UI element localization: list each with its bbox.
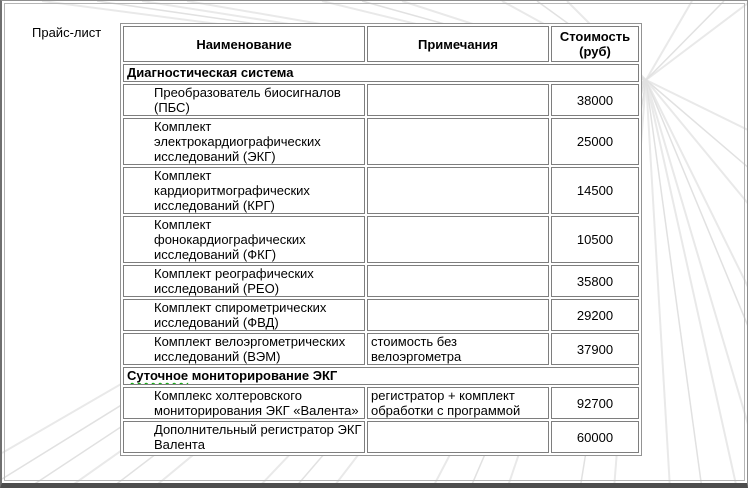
item-name-cell: Комплекс холтеровского мониторирования ЭКГ «Валента»: [123, 387, 365, 419]
page-title: Прайс-лист: [32, 25, 102, 40]
section-header-row: [123, 367, 639, 385]
item-name-cell: Комплект кардиоритмографических исследований (КРГ): [123, 167, 365, 214]
item-price-cell: 14500: [551, 167, 639, 214]
item-price-cell: 25000: [551, 118, 639, 165]
item-price-cell: 29200: [551, 299, 639, 331]
item-name-cell: Преобразователь биосигналов (ПБС): [123, 84, 365, 116]
price-row: [123, 216, 639, 263]
item-note-cell: регистратор + комплект обработки с программой: [367, 387, 549, 419]
misspelled-word: Суточное: [127, 368, 189, 383]
item-note-cell: [367, 421, 549, 453]
price-table: [120, 23, 642, 456]
item-note-cell: [367, 118, 549, 165]
item-note-cell: [367, 299, 549, 331]
section-header-row: [123, 64, 639, 82]
price-row: [123, 421, 639, 453]
item-name-cell: Комплект электрокардиографических исследований (ЭКГ): [123, 118, 365, 165]
item-price-cell: 37900: [551, 333, 639, 365]
price-row: [123, 84, 639, 116]
price-row: [123, 333, 639, 365]
item-note-cell: стоимость без велоэргометра: [367, 333, 549, 365]
item-note-cell: [367, 265, 549, 297]
item-name-cell: Комплект реографических исследований (РЕО): [123, 265, 365, 297]
item-price-cell: 92700: [551, 387, 639, 419]
price-row: [123, 118, 639, 165]
column-header-notes: Примечания: [367, 26, 549, 62]
item-note-cell: [367, 216, 549, 263]
item-price-cell: 60000: [551, 421, 639, 453]
section-title-cell: [123, 64, 639, 82]
price-row: [123, 265, 639, 297]
item-price-cell: 38000: [551, 84, 639, 116]
item-note-cell: [367, 167, 549, 214]
section-title-cell: [123, 367, 639, 385]
price-row: [123, 299, 639, 331]
item-name-cell: Комплект велоэргометрических исследований (ВЭМ): [123, 333, 365, 365]
price-row: [123, 387, 639, 419]
column-header-name: Наименование: [123, 26, 365, 62]
item-name-cell: Комплект фонокардиографических исследований (ФКГ): [123, 216, 365, 263]
column-header-price: Стоимость (руб): [551, 26, 639, 62]
item-name-cell: Дополнительный регистратор ЭКГ Валента: [123, 421, 365, 453]
item-name-cell: Комплект спирометрических исследований (ФВД): [123, 299, 365, 331]
section-title-text: Диагностическая система: [127, 65, 294, 80]
price-row: [123, 167, 639, 214]
item-note-cell: [367, 84, 549, 116]
section-title-text: мониторирование ЭКГ: [188, 368, 338, 383]
item-price-cell: 35800: [551, 265, 639, 297]
table-header-row: [123, 26, 639, 62]
item-price-cell: 10500: [551, 216, 639, 263]
